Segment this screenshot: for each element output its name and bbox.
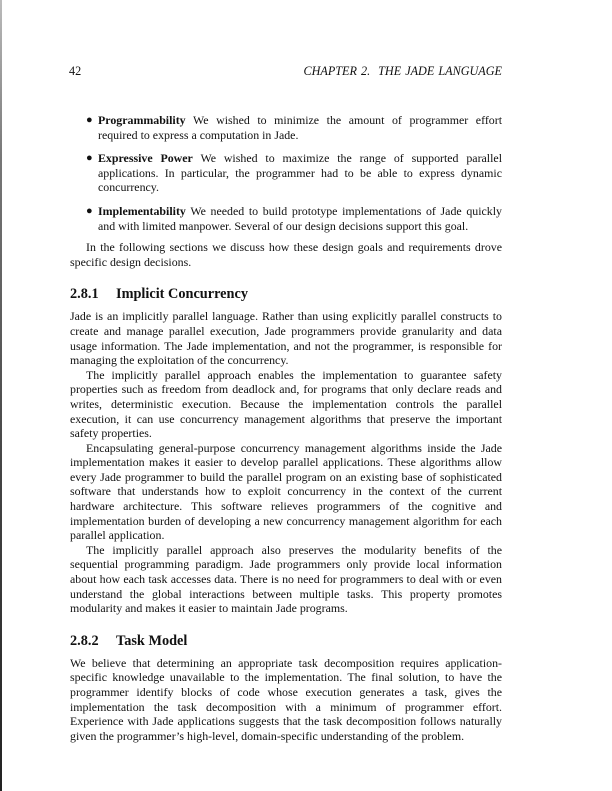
bullet-icon: ●	[86, 114, 93, 126]
page-number: 42	[69, 64, 82, 78]
list-item	[70, 113, 502, 142]
bullet-icon: ●	[86, 204, 93, 217]
list-item	[70, 204, 502, 233]
bullet-icon: ●	[86, 152, 93, 165]
paragraph: The implicitly parallel approach also preserves the modularity benefits of the sequential programming paradigm. Jade programmers only provide local information about how each task accesses data. There is no need for programmers to deal with or even understand the global interactions between multiple tasks. This property promotes modularity and makes it easier to maintain Jade programs.	[70, 542, 502, 616]
section-heading-implicit-concurrency	[70, 285, 502, 303]
section-number: 2.8.1	[70, 286, 99, 303]
scan-edge-line	[0, 0, 2, 791]
goal-text: We wished to maximize the range of supported parallel applications. In particular, the programmer had to be able to express dynamic concurrency.	[98, 151, 502, 195]
design-goals-list	[70, 113, 502, 233]
intro-paragraph: In the following sections we discuss how these design goals and requirements drove specific design decisions.	[70, 240, 502, 269]
goal-term: Expressive Power	[98, 151, 193, 166]
section-number: 2.8.2	[70, 632, 99, 649]
section-heading-task-model	[70, 632, 502, 650]
running-head	[69, 63, 502, 79]
section-title: Implicit Concurrency	[116, 286, 248, 303]
paragraph: We believe that determining an appropriate task decomposition requires application-specific knowledge unavailable to the implementation. The final solution, to have the programmer identify blocks of code whose execution generates a task, gives the implementation the task decomposition with a minimum of programmer effort. Experience with Jade applications suggests that the task decomposition follows naturally given the programmer’s high-level, domain-specific understanding of the problem.	[70, 655, 502, 743]
page-body	[70, 113, 502, 743]
goal-term: Implementability	[98, 203, 186, 218]
paragraph: The implicitly parallel approach enables the implementation to guarantee safety properties such as freedom from deadlock and, for programs that only declare reads and writes, deterministic execution. Because the implementation controls the parallel execution, it can use concurrency management algorithms that preserve the important safety properties.	[70, 367, 502, 441]
list-item	[70, 151, 502, 195]
goal-text: We wished to minimize the amount of programmer effort required to express a computation in Jade.	[98, 113, 502, 142]
goal-text: We needed to build prototype implementations of Jade quickly and with limited manpower. Several of our design decisions support this goal.	[98, 203, 503, 233]
goal-term: Programmability	[98, 113, 186, 127]
chapter-heading	[303, 63, 502, 79]
chapter-title: THE JADE LANGUAGE	[378, 64, 502, 78]
paragraph: Jade is an implicitly parallel language. Rather than using explicitly parallel constructs to create and manage parallel execution, Jade programmers provide granularity and data usage information. The Jade implementation, and not the programmer, is responsible for managing the exploitation of the concurrency.	[70, 309, 502, 368]
chapter-label: CHAPTER 2.	[303, 64, 371, 78]
section-title: Task Model	[116, 632, 188, 649]
paragraph: Encapsulating general-purpose concurrency management algorithms inside the Jade implementation makes it easier to develop parallel applications. These algorithms allow every Jade programmer to build the parallel program on an existing base of sophisticated software that understands how to exploit concurrency in the context of the current hardware architecture. This software relieves programmers of the cognitive and implementation burden of developing a new concurrency management algorithm for each parallel application.	[70, 440, 502, 543]
